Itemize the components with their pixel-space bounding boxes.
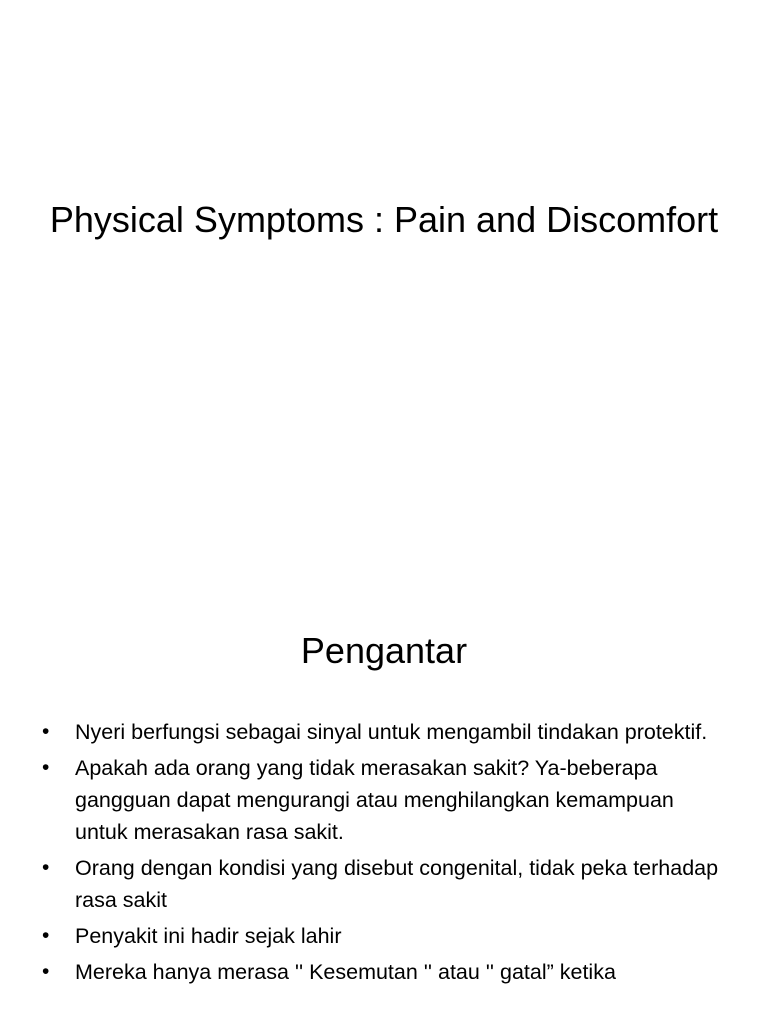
bullet-list [40, 716, 728, 992]
slide-heading: Pengantar [300, 630, 468, 671]
bullet-icon: • [42, 856, 50, 879]
list-item [40, 920, 728, 952]
slide-title: Physical Symptoms : Pain and Discomfort [49, 199, 719, 240]
bullet-text: Apakah ada orang yang tidak merasakan sakit? Ya-beberapa gangguan dapat mengurangi atau menghilangkan kemampuan untuk merasakan rasa sakit. [75, 756, 674, 844]
bullet-text: Penyakit ini hadir sejak lahir [75, 924, 342, 948]
bullet-text: Orang dengan kondisi yang disebut congenital, tidak peka terhadap rasa sakit [75, 856, 719, 912]
list-item [40, 716, 728, 748]
bullet-text: Mereka hanya merasa '' Kesemutan '' atau '' gatal” ketika [75, 960, 616, 984]
bullet-icon: • [42, 756, 50, 779]
bullet-icon: • [42, 960, 50, 983]
list-item [40, 752, 728, 848]
bullet-text: Nyeri berfungsi sebagai sinyal untuk mengambil tindakan protektif. [75, 720, 708, 744]
bullet-icon: • [42, 720, 50, 743]
list-item [40, 852, 728, 916]
list-item [40, 956, 728, 988]
bullet-icon: • [42, 924, 50, 947]
content-slide [0, 576, 768, 1024]
